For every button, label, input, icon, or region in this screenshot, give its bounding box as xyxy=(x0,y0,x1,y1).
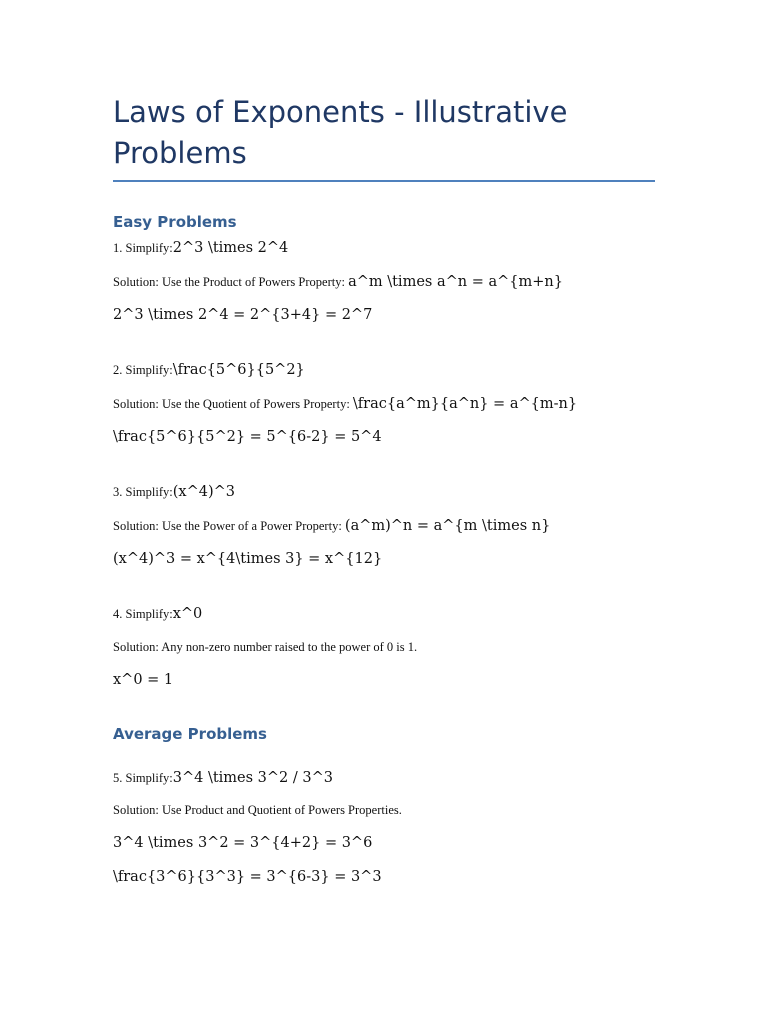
solution-2-label: Solution: Use the Quotient of Powers Property: xyxy=(113,397,353,411)
result-4: x^0 = 1 xyxy=(113,672,174,688)
result-5a: 3^4 \times 3^2 = 3^{4+2} = 3^6 xyxy=(113,835,373,851)
result-5b: \frac{3^6}{3^3} = 3^{6-3} = 3^3 xyxy=(113,869,382,885)
solution-3 xyxy=(113,517,550,535)
result-1: 2^3 \times 2^4 = 2^{3+4} = 2^7 xyxy=(113,307,373,323)
problem-2 xyxy=(113,361,305,379)
problem-4-label: 4. Simplify: xyxy=(113,607,173,621)
solution-5: Solution: Use Product and Quotient of Powers Properties. xyxy=(113,803,402,817)
heading-average-problems: Average Problems xyxy=(113,725,267,743)
document-title: Laws of Exponents - Illustrative Problems xyxy=(113,95,568,170)
problem-1-expr: 2^3 \times 2^4 xyxy=(172,240,289,256)
problem-4 xyxy=(113,605,202,623)
solution-1-expr: a^m \times a^n = a^{m+n} xyxy=(348,274,563,290)
problem-3-label: 3. Simplify: xyxy=(113,485,173,499)
problem-1 xyxy=(113,239,288,257)
problem-3-expr: (x^4)^3 xyxy=(172,484,235,500)
problem-1-label: 1. Simplify: xyxy=(113,241,173,255)
solution-2-expr: \frac{a^m}{a^n} = a^{m-n} xyxy=(352,396,578,412)
problem-4-expr: x^0 xyxy=(172,606,203,622)
solution-3-expr: (a^m)^n = a^{m \times n} xyxy=(344,518,551,534)
problem-2-expr: \frac{5^6}{5^2} xyxy=(172,362,305,378)
solution-1-label: Solution: Use the Product of Powers Property: xyxy=(113,275,349,289)
solution-2 xyxy=(113,395,577,413)
problem-5-label: 5. Simplify: xyxy=(113,771,173,785)
result-2: \frac{5^6}{5^2} = 5^{6-2} = 5^4 xyxy=(113,429,382,445)
title-underline xyxy=(113,180,655,182)
solution-4: Solution: Any non-zero number raised to the power of 0 is 1. xyxy=(113,640,418,654)
problem-2-label: 2. Simplify: xyxy=(113,363,173,377)
solution-1 xyxy=(113,273,563,291)
solution-3-label: Solution: Use the Power of a Power Property: xyxy=(113,519,345,533)
heading-easy-problems: Easy Problems xyxy=(113,213,237,231)
problem-5 xyxy=(113,769,333,787)
problem-5-expr: 3^4 \times 3^2 / 3^3 xyxy=(172,770,333,786)
problem-3 xyxy=(113,483,235,501)
result-3: (x^4)^3 = x^{4\times 3} = x^{12} xyxy=(113,551,383,567)
